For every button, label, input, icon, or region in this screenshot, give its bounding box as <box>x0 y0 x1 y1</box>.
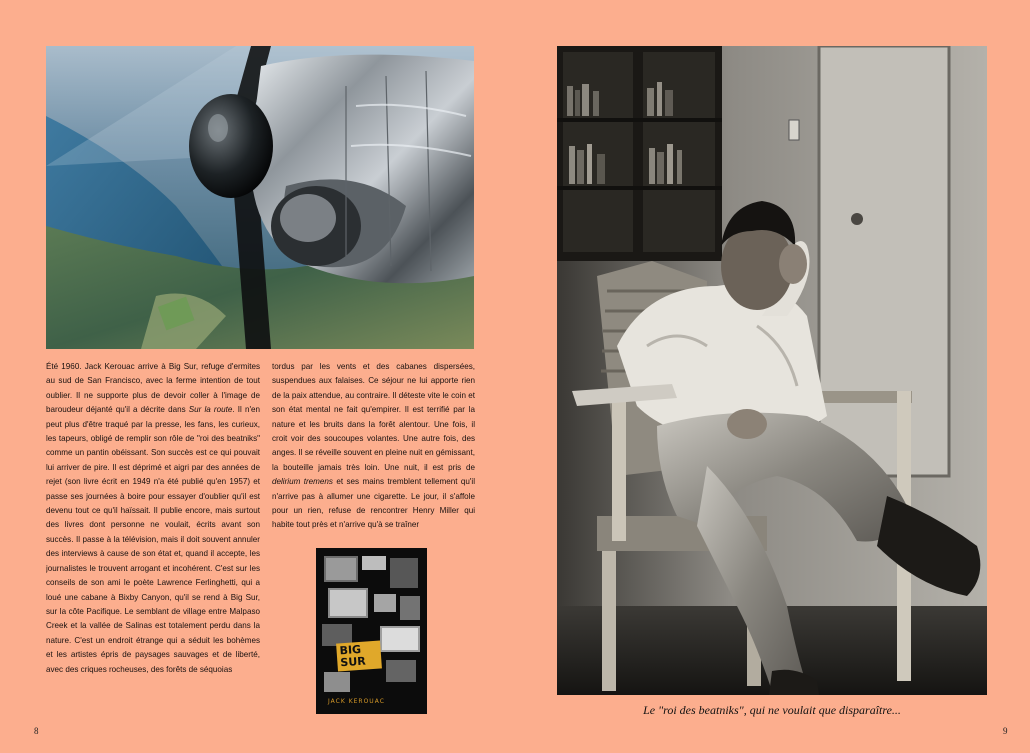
photo-caption: Le "roi des beatniks", qui ne voulait que disparaître... <box>643 703 901 717</box>
page-number-right: 9 <box>1003 726 1008 736</box>
column-2-text-b: et ses mains tremblent tellement qu'il n'arrive pas à allumer une cigarette. Le jour, il s'affole pour un rien, refuse de rencontrer Henry Miller qui habite tout près et n'arrive qu'à se traîner <box>272 477 475 530</box>
book-cover-title-block <box>336 640 382 671</box>
book-title-on-the-road: Sur la route <box>188 405 233 415</box>
article-column-2 <box>272 360 475 547</box>
kerouac-portrait-illustration <box>557 46 987 695</box>
big-sur-book-cover <box>316 548 427 714</box>
article-column-1 <box>46 360 260 720</box>
book-cover-author: JACK KEROUAC <box>328 698 385 705</box>
book-cover-collage <box>316 548 427 714</box>
column-2-text-a: tordus par les vents et des cabanes dispersées, suspendues aux falaises. Ce séjour ne lui apporte rien de la paix attendue, au contraire. Il déteste vite le coin et son état mental ne fait qu'empirer. Il est terrifié par la nature et les bruits dans la forêt alentour. Une fois, il croit voir des soucoupes volantes. Une autre fois, des anges. Il se réveille souvent en pleine nuit en gémissant, la bouteille jamais très loin. Une nuit, il est pris de <box>272 362 475 472</box>
book-cover-title-line-1: BIG <box>339 642 362 658</box>
propeller-aerial-photo <box>46 46 474 349</box>
kerouac-portrait-photo <box>557 46 987 695</box>
column-1-text-b: . Il n'en peut plus d'être traqué par la presse, les fans, les curieux, les tapeurs, obligé de remplir son rôle de "roi des beatniks" comme un pantin obéissant. Son succès est ce qui pouvait lui arriver de pire. Il est déprimé et aigri par des années de rejet (son livre écrit en 1949 n'a été publié qu'en 1957) et passe ses journées à boire pour essayer d'oublier qu'il est devenu tout ce qu'il haïssait. Il publie encore, mais surtout des livres dont personne ne voulait, écrits avant son succès. Il passe à la télévision, mais il doit souvent annuler des interviews à cause de son état et, quand il accepte, les journalistes le trouvent arrogant et incohérent. C'est sur les conseils de son ami le poète Lawrence Ferlinghetti, qui a loué une cabane à Bixby Canyon, qu'il se rend à Big Sur, sur la côte Pacifique. Le semblant de village entre Malpaso Creek et la vallée de Salinas est totalement perdu dans la nature. C'est un endroit étrange qui a séduit les bohèmes et les artistes épris de paysages sauvages et de liberté, avec des criques rocheuses, des forêts de séquoias <box>46 405 260 674</box>
book-cover-title-line-2: SUR <box>339 654 367 670</box>
term-delirium-tremens: delirium tremens <box>272 477 333 487</box>
propeller-aerial-illustration <box>46 46 474 349</box>
column-1-text-a: Été 1960. Jack Kerouac arrive à Big Sur, refuge d'ermites au sud de San Francisco, avec la ferme intention de tout oublier. Il ne supporte plus de devoir coller à l'image de baroudeur déjanté qu'il a décrite dans <box>46 362 260 415</box>
page-number-left: 8 <box>34 726 39 736</box>
